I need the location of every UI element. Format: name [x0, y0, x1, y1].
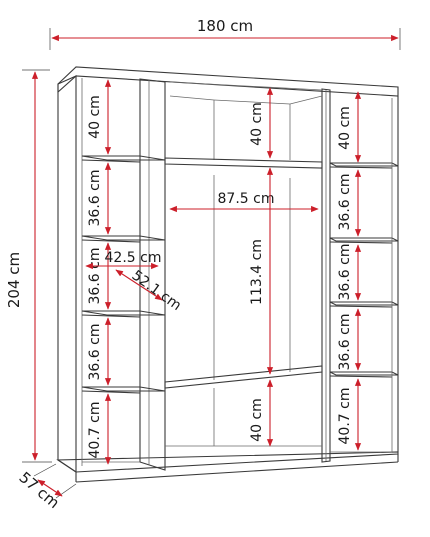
right-dim-1: 40 cm — [337, 106, 353, 150]
left-dim-2: 36.6 cm — [87, 169, 103, 227]
center-bottom-label: 40 cm — [249, 398, 265, 442]
left-column-dimensions — [87, 80, 108, 464]
right-dim-2: 36.6 cm — [337, 173, 353, 231]
shelf-depth-label: 42.5 cm — [104, 250, 162, 266]
center-hanging-label: 113.4 cm — [249, 239, 265, 305]
left-dim-4: 36.6 cm — [87, 323, 103, 381]
width-label: 180 cm — [196, 17, 254, 35]
right-dim-3: 36.6 cm — [337, 243, 353, 301]
right-column-dimensions — [337, 92, 358, 450]
right-dim-4: 36.6 cm — [337, 313, 353, 371]
depth-label: 57 cm — [15, 468, 63, 513]
depth-dimension — [16, 464, 76, 512]
left-dim-1: 40 cm — [87, 95, 103, 139]
left-dim-3: 36.6 cm — [87, 247, 103, 305]
center-top-label: 40 cm — [249, 102, 265, 146]
right-dim-5: 40.7 cm — [337, 387, 353, 445]
height-label: 204 cm — [5, 251, 23, 309]
height-dimension — [5, 70, 52, 462]
center-dimensions — [170, 88, 318, 446]
center-width-label: 87.5 cm — [217, 191, 275, 207]
shelf-diagonal-label: 52.1 cm — [128, 267, 185, 314]
left-dim-5: 40.7 cm — [87, 401, 103, 459]
width-dimension — [50, 17, 400, 50]
